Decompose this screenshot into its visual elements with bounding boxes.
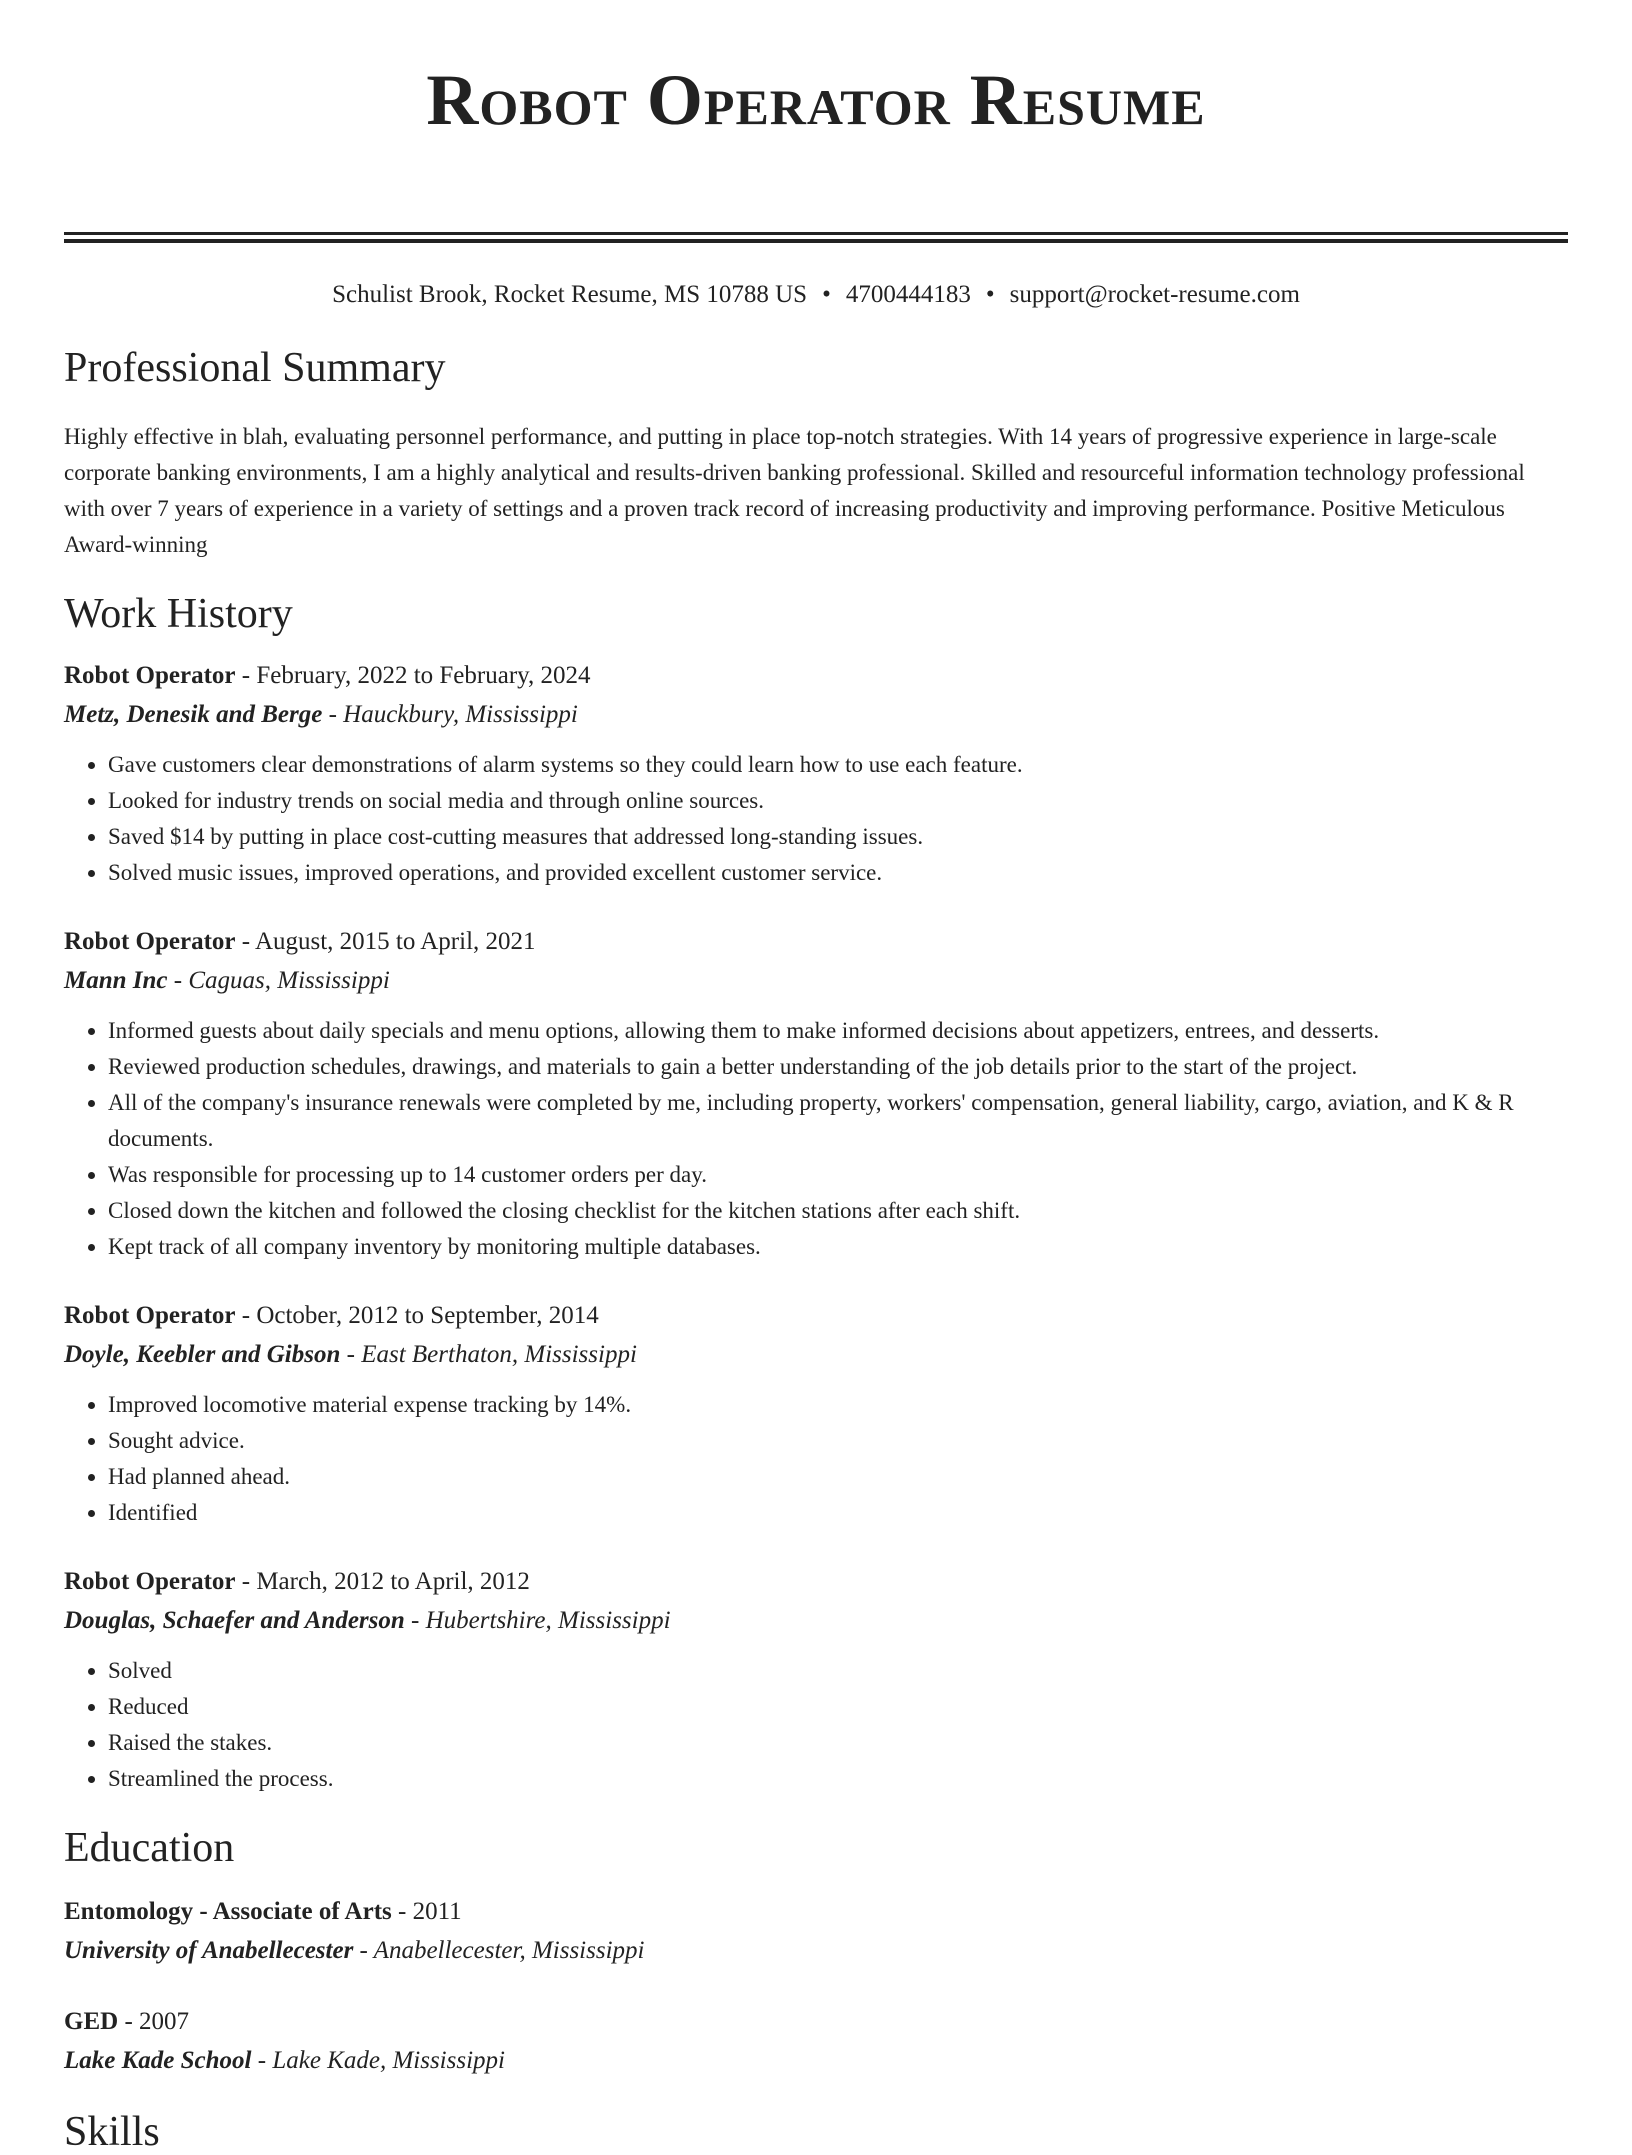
- job-bullet: • Closed down the kitchen and followed the closing checklist for the kitchen stations after each shift.: [108, 1193, 1568, 1229]
- job-bullet: • Reduced: [108, 1689, 1568, 1725]
- education-entry: [64, 2003, 1568, 2081]
- job-bullet: • Had planned ahead.: [108, 1459, 1568, 1495]
- education-degree: Entomology - Associate of Arts: [64, 1898, 392, 1925]
- job-dates: - October, 2012 to September, 2014: [235, 1302, 599, 1329]
- job-title: Robot Operator: [64, 1568, 236, 1595]
- job-bullet: • Informed guests about daily specials and menu options, allowing them to make informed decisions about appetizers, entrees, and desserts.: [108, 1013, 1568, 1049]
- job-bullet: • Improved locomotive material expense tracking by 14%.: [108, 1387, 1568, 1423]
- job-bullet: • All of the company's insurance renewals were completed by me, including property, workers' compensation, general liability, cargo, aviation, and K & R documents.: [108, 1085, 1568, 1157]
- education-school: Lake Kade School: [64, 2047, 252, 2074]
- job-entry: [64, 657, 1568, 891]
- job-location: - East Berthaton, Mississippi: [340, 1341, 637, 1368]
- job-bullet: • Sought advice.: [108, 1423, 1568, 1459]
- job-location: - Caguas, Mississippi: [167, 967, 390, 994]
- education-header: [64, 2003, 1568, 2041]
- education-entry: [64, 1893, 1568, 1971]
- education-heading: Education: [64, 1825, 235, 1871]
- education-header: [64, 1893, 1568, 1931]
- job-location: - Hauckbury, Mississippi: [322, 701, 578, 728]
- job-location: - Hubertshire, Mississippi: [404, 1607, 671, 1634]
- job-bullets: [64, 1387, 1568, 1531]
- job-title: Robot Operator: [64, 928, 236, 955]
- job-dates: - August, 2015 to April, 2021: [235, 928, 536, 955]
- job-company: Mann Inc: [64, 967, 168, 994]
- job-company: Metz, Denesik and Berge: [64, 701, 323, 728]
- job-company: Douglas, Schaefer and Anderson: [64, 1607, 405, 1634]
- job-bullet: • Solved: [108, 1653, 1568, 1689]
- job-bullet: • Solved music issues, improved operations, and provided excellent customer service.: [108, 855, 1568, 891]
- job-bullet: • Looked for industry trends on social media and through online sources.: [108, 783, 1568, 819]
- contact-line: [64, 277, 1568, 313]
- job-bullets: [64, 1653, 1568, 1797]
- job-bullet: • Reviewed production schedules, drawings, and materials to gain a better understanding of the job details prior to the start of the project.: [108, 1049, 1568, 1085]
- contact-separator: •: [822, 281, 831, 308]
- skills-heading: Skills: [64, 2109, 160, 2155]
- job-header: [64, 657, 1568, 695]
- job-title: Robot Operator: [64, 662, 236, 689]
- contact-email: support@rocket-resume.com: [1009, 281, 1300, 308]
- job-bullet: • Gave customers clear demonstrations of alarm systems so they could learn how to use each feature.: [108, 747, 1568, 783]
- education-location: - Anabellecester, Mississippi: [353, 1937, 645, 1964]
- job-dates: - March, 2012 to April, 2012: [235, 1568, 530, 1595]
- job-entry: [64, 1297, 1568, 1531]
- job-bullet: • Raised the stakes.: [108, 1725, 1568, 1761]
- job-entry: [64, 1563, 1568, 1797]
- contact-address: Schulist Brook, Rocket Resume, MS 10788 US: [332, 281, 808, 308]
- job-dates: - February, 2022 to February, 2024: [235, 662, 591, 689]
- summary-heading: Professional Summary: [64, 345, 446, 391]
- education-school-line: [64, 2041, 1568, 2081]
- summary-text: Highly effective in blah, evaluating personnel performance, and putting in place top-notch strategies. With 14 years of progressive experience in large-scale corporate banking environments, I am a highly analytical and results-driven banking professional. Skilled and resourceful information technology professional with over 7 years of experience in a variety of settings and a proven track record of increasing productivity and improving performance. Positive Meticulous Award-winning: [64, 424, 1525, 557]
- job-employer: [64, 1601, 1568, 1641]
- job-bullet: • Kept track of all company inventory by monitoring multiple databases.: [108, 1229, 1568, 1265]
- education-location: - Lake Kade, Mississippi: [251, 2047, 505, 2074]
- job-bullet: • Streamlined the process.: [108, 1761, 1568, 1797]
- education-school-line: [64, 1931, 1568, 1971]
- job-employer: [64, 961, 1568, 1001]
- job-header: [64, 1297, 1568, 1335]
- job-title: Robot Operator: [64, 1302, 236, 1329]
- resume-title: Robot Operator Resume: [426, 60, 1206, 140]
- job-bullet: • Was responsible for processing up to 14 customer orders per day.: [108, 1157, 1568, 1193]
- job-company: Doyle, Keebler and Gibson: [64, 1341, 341, 1368]
- work-history-heading: Work History: [64, 591, 293, 637]
- job-bullet: • Saved $14 by putting in place cost-cutting measures that addressed long-standing issues.: [108, 819, 1568, 855]
- job-header: [64, 1563, 1568, 1601]
- job-entry: [64, 923, 1568, 1265]
- job-employer: [64, 695, 1568, 735]
- contact-phone: 4700444183: [845, 281, 971, 308]
- job-bullet: • Identified: [108, 1495, 1568, 1531]
- education-school: University of Anabellecester: [64, 1937, 354, 1964]
- education-degree: GED: [64, 2008, 119, 2035]
- title-divider: [64, 232, 1568, 243]
- education-year: - 2007: [118, 2008, 190, 2035]
- job-header: [64, 923, 1568, 961]
- job-bullets: [64, 1013, 1568, 1265]
- job-employer: [64, 1335, 1568, 1375]
- job-bullets: [64, 747, 1568, 891]
- contact-separator: •: [985, 281, 995, 308]
- education-year: - 2011: [391, 1898, 462, 1925]
